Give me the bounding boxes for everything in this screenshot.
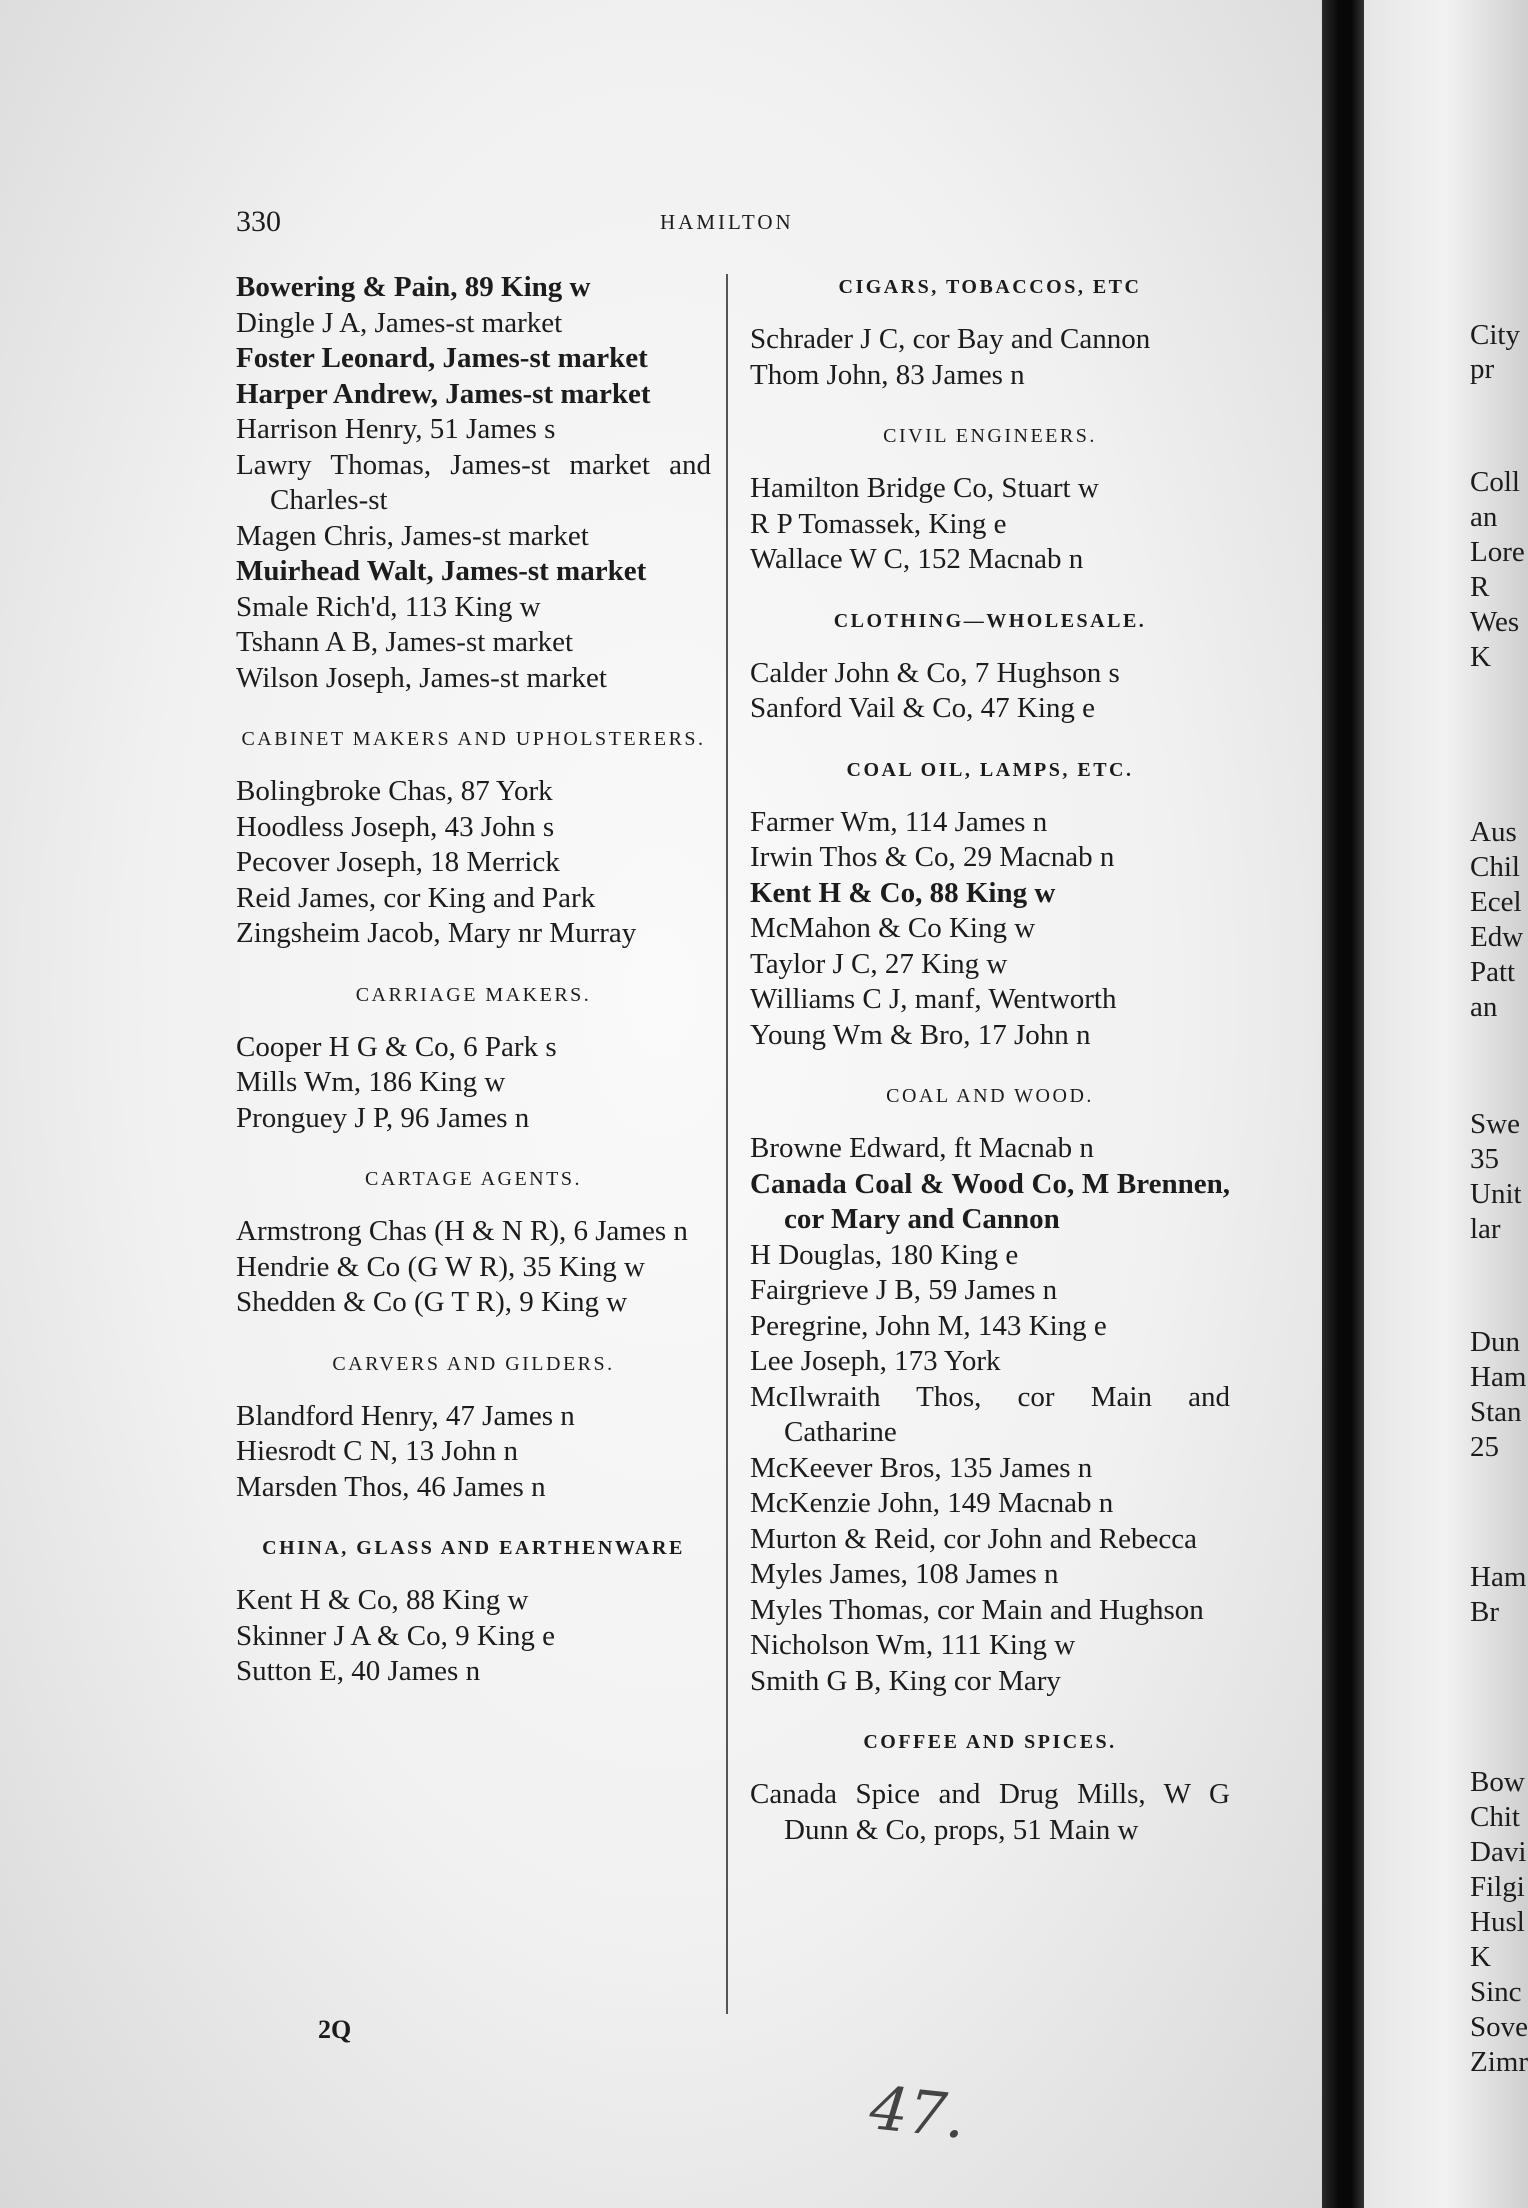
directory-entry: Hendrie & Co (G W R), 35 King w xyxy=(236,1250,645,1283)
directory-entry: Harrison Henry, 51 James s xyxy=(236,413,556,445)
directory-entry: H Douglas, 180 King e xyxy=(750,1238,1019,1271)
directory-entry: Kent H & Co, 88 King w xyxy=(236,1584,529,1616)
adjacent-page-fragment: 25 xyxy=(1470,1431,1499,1463)
adjacent-page-fragment: Bow xyxy=(1470,1766,1525,1798)
signature-mark: 2Q xyxy=(318,2015,352,2044)
right-column xyxy=(750,270,1230,1848)
directory-entry: McKenzie John, 149 Macnab n xyxy=(750,1487,1114,1519)
directory-entry: Hoodless Joseph, 43 John s xyxy=(236,810,555,843)
adjacent-page-edge xyxy=(1364,0,1528,2208)
section-heading: CABINET MAKERS AND UPHOLSTERERS. xyxy=(241,728,706,750)
adjacent-page-fragment: Patt xyxy=(1470,956,1516,988)
adjacent-page-fragment: 35 xyxy=(1470,1143,1499,1175)
directory-entry: Lee Joseph, 173 York xyxy=(750,1345,1001,1377)
adjacent-page-fragment: Husl xyxy=(1470,1906,1525,1938)
directory-entry: Hamilton Bridge Co, Stuart w xyxy=(750,472,1099,504)
directory-entry: Pronguey J P, 96 James n xyxy=(236,1101,530,1134)
directory-entry: Kent H & Co, 88 King w xyxy=(750,876,1056,909)
section-heading: CARTAGE AGENTS. xyxy=(365,1168,582,1190)
adjacent-page-fragment: Zimr xyxy=(1470,2046,1528,2078)
adjacent-page-fragment: R xyxy=(1470,571,1490,603)
directory-entry: Young Wm & Bro, 17 John n xyxy=(750,1018,1091,1051)
directory-entry: R P Tomassek, King e xyxy=(750,507,1007,540)
adjacent-page-fragment: an xyxy=(1470,991,1498,1023)
page-number: 330 xyxy=(236,205,281,238)
directory-entry: Williams C J, manf, Wentworth xyxy=(750,983,1117,1015)
directory-entry: Cooper H G & Co, 6 Park s xyxy=(236,1030,557,1063)
adjacent-page-fragment: Ham xyxy=(1470,1561,1527,1593)
directory-entry: Mills Wm, 186 King w xyxy=(236,1066,506,1098)
directory-entry: Canada Coal & Wood Co, M Brennen, cor Mary and Cannon xyxy=(750,1167,1230,1235)
directory-entry: Calder John & Co, 7 Hughson s xyxy=(750,656,1120,689)
adjacent-page-fragment: Dun xyxy=(1470,1326,1520,1358)
directory-entry: Peregrine, John M, 143 King e xyxy=(750,1309,1107,1342)
adjacent-page-fragment: Stan xyxy=(1470,1396,1522,1428)
directory-entry: Wilson Joseph, James-st market xyxy=(236,661,607,694)
directory-entry: Taylor J C, 27 King w xyxy=(750,947,1008,980)
adjacent-page-fragment: Aus xyxy=(1470,816,1517,848)
directory-entry: Muirhead Walt, James-st market xyxy=(236,555,647,587)
directory-entry: Bowering & Pain, 89 King w xyxy=(236,271,591,303)
directory-entry: Thom John, 83 James n xyxy=(750,358,1025,391)
adjacent-page-fragment: Davi xyxy=(1470,1836,1527,1868)
directory-entry: McKeever Bros, 135 James n xyxy=(750,1451,1093,1484)
adjacent-page-fragment: Ham xyxy=(1470,1361,1527,1393)
adjacent-page-fragment: Coll xyxy=(1470,466,1520,498)
directory-entry: Armstrong Chas (H & N R), 6 James n xyxy=(236,1215,688,1247)
section-heading: CLOTHING—WHOLESALE. xyxy=(833,609,1147,632)
adjacent-page-fragment: Sinc xyxy=(1470,1976,1522,2008)
column-divider xyxy=(726,274,728,2014)
directory-entry: Wallace W C, 152 Macnab n xyxy=(750,543,1084,575)
adjacent-page-fragment: K xyxy=(1470,641,1491,673)
directory-entry: Lawry Thomas, James-st market and Charles-st xyxy=(236,448,711,516)
adjacent-page-fragment: Sove xyxy=(1470,2011,1528,2043)
directory-entry: Pecover Joseph, 18 Merrick xyxy=(236,846,560,878)
handwritten-note: 47. xyxy=(866,2073,969,2153)
adjacent-page-fragment: Wes xyxy=(1470,606,1520,638)
directory-entry: Blandford Henry, 47 James n xyxy=(236,1399,575,1432)
directory-entry: Shedden & Co (G T R), 9 King w xyxy=(236,1286,628,1318)
adjacent-page-fragment: Edw xyxy=(1470,921,1524,953)
running-head: HAMILTON xyxy=(660,210,794,234)
directory-entry: Sutton E, 40 James n xyxy=(236,1655,481,1687)
adjacent-page-fragment: an xyxy=(1470,501,1498,533)
adjacent-page-fragment: Chit xyxy=(1470,1801,1520,1833)
directory-entry: Magen Chris, James-st market xyxy=(236,519,589,552)
directory-entry: Bolingbroke Chas, 87 York xyxy=(236,775,553,807)
section-heading: CIVIL ENGINEERS. xyxy=(883,425,1097,447)
adjacent-page-fragment: Chil xyxy=(1470,851,1520,883)
directory-entry: McIlwraith Thos, cor Main and Catharine xyxy=(750,1380,1230,1448)
directory-entry: Farmer Wm, 114 James n xyxy=(750,805,1048,838)
adjacent-page-fragment: K xyxy=(1470,1941,1491,1973)
section-heading: CARRIAGE MAKERS. xyxy=(355,983,592,1006)
directory-entry: Canada Spice and Drug Mills, W G Dunn & Co, props, 51 Main w xyxy=(750,1778,1230,1846)
book-gutter xyxy=(1322,0,1364,2208)
directory-entry: Dingle J A, James-st market xyxy=(236,306,563,339)
directory-entry: Nicholson Wm, 111 King w xyxy=(750,1629,1076,1661)
adjacent-page-fragment: Lore xyxy=(1470,536,1525,568)
adjacent-page-fragment: Ecel xyxy=(1470,886,1522,918)
section-heading: COAL OIL, LAMPS, ETC. xyxy=(846,758,1134,781)
section-heading: CARVERS AND GILDERS. xyxy=(332,1352,615,1375)
adjacent-page-fragment: City xyxy=(1470,319,1520,351)
directory-entry: Harper Andrew, James-st market xyxy=(236,377,651,410)
adjacent-page-fragment: Unit xyxy=(1470,1178,1522,1210)
directory-entry: Murton & Reid, cor John and Rebecca xyxy=(750,1522,1197,1555)
directory-entry: Hiesrodt C N, 13 John n xyxy=(236,1435,518,1467)
directory-entry: Smale Rich'd, 113 King w xyxy=(236,590,541,623)
directory-entry: Fairgrieve J B, 59 James n xyxy=(750,1274,1058,1306)
directory-entry: Marsden Thos, 46 James n xyxy=(236,1470,546,1503)
directory-entry: Skinner J A & Co, 9 King e xyxy=(236,1619,556,1652)
section-heading: COFFEE AND SPICES. xyxy=(863,1731,1117,1753)
directory-entry: Sanford Vail & Co, 47 King e xyxy=(750,692,1096,724)
directory-entry: Myles Thomas, cor Main and Hughson xyxy=(750,1593,1204,1626)
directory-entry: Myles James, 108 James n xyxy=(750,1558,1059,1590)
directory-entry: Browne Edward, ft Macnab n xyxy=(750,1132,1094,1164)
directory-entry: Zingsheim Jacob, Mary nr Murray xyxy=(236,917,637,949)
adjacent-page-fragment: lar xyxy=(1470,1213,1501,1245)
directory-entry: McMahon & Co King w xyxy=(750,912,1036,944)
adjacent-page-fragment: Filgi xyxy=(1470,1871,1525,1903)
section-heading: CIGARS, TOBACCOS, ETC xyxy=(838,276,1142,298)
directory-entry: Smith G B, King cor Mary xyxy=(750,1664,1061,1697)
left-column xyxy=(236,270,711,1690)
directory-entry: Irwin Thos & Co, 29 Macnab n xyxy=(750,841,1115,873)
adjacent-page-fragment: Swe xyxy=(1470,1108,1520,1140)
adjacent-page-fragment: pr xyxy=(1470,353,1495,385)
section-heading: COAL AND WOOD. xyxy=(886,1085,1094,1107)
section-heading: CHINA, GLASS AND EARTHENWARE xyxy=(262,1537,685,1559)
directory-entry: Schrader J C, cor Bay and Cannon xyxy=(750,323,1151,355)
directory-entry: Tshann A B, James-st market xyxy=(236,626,574,658)
directory-entry: Foster Leonard, James-st market xyxy=(236,342,648,374)
directory-entry: Reid James, cor King and Park xyxy=(236,881,596,914)
adjacent-page-fragment: Br xyxy=(1470,1596,1499,1628)
